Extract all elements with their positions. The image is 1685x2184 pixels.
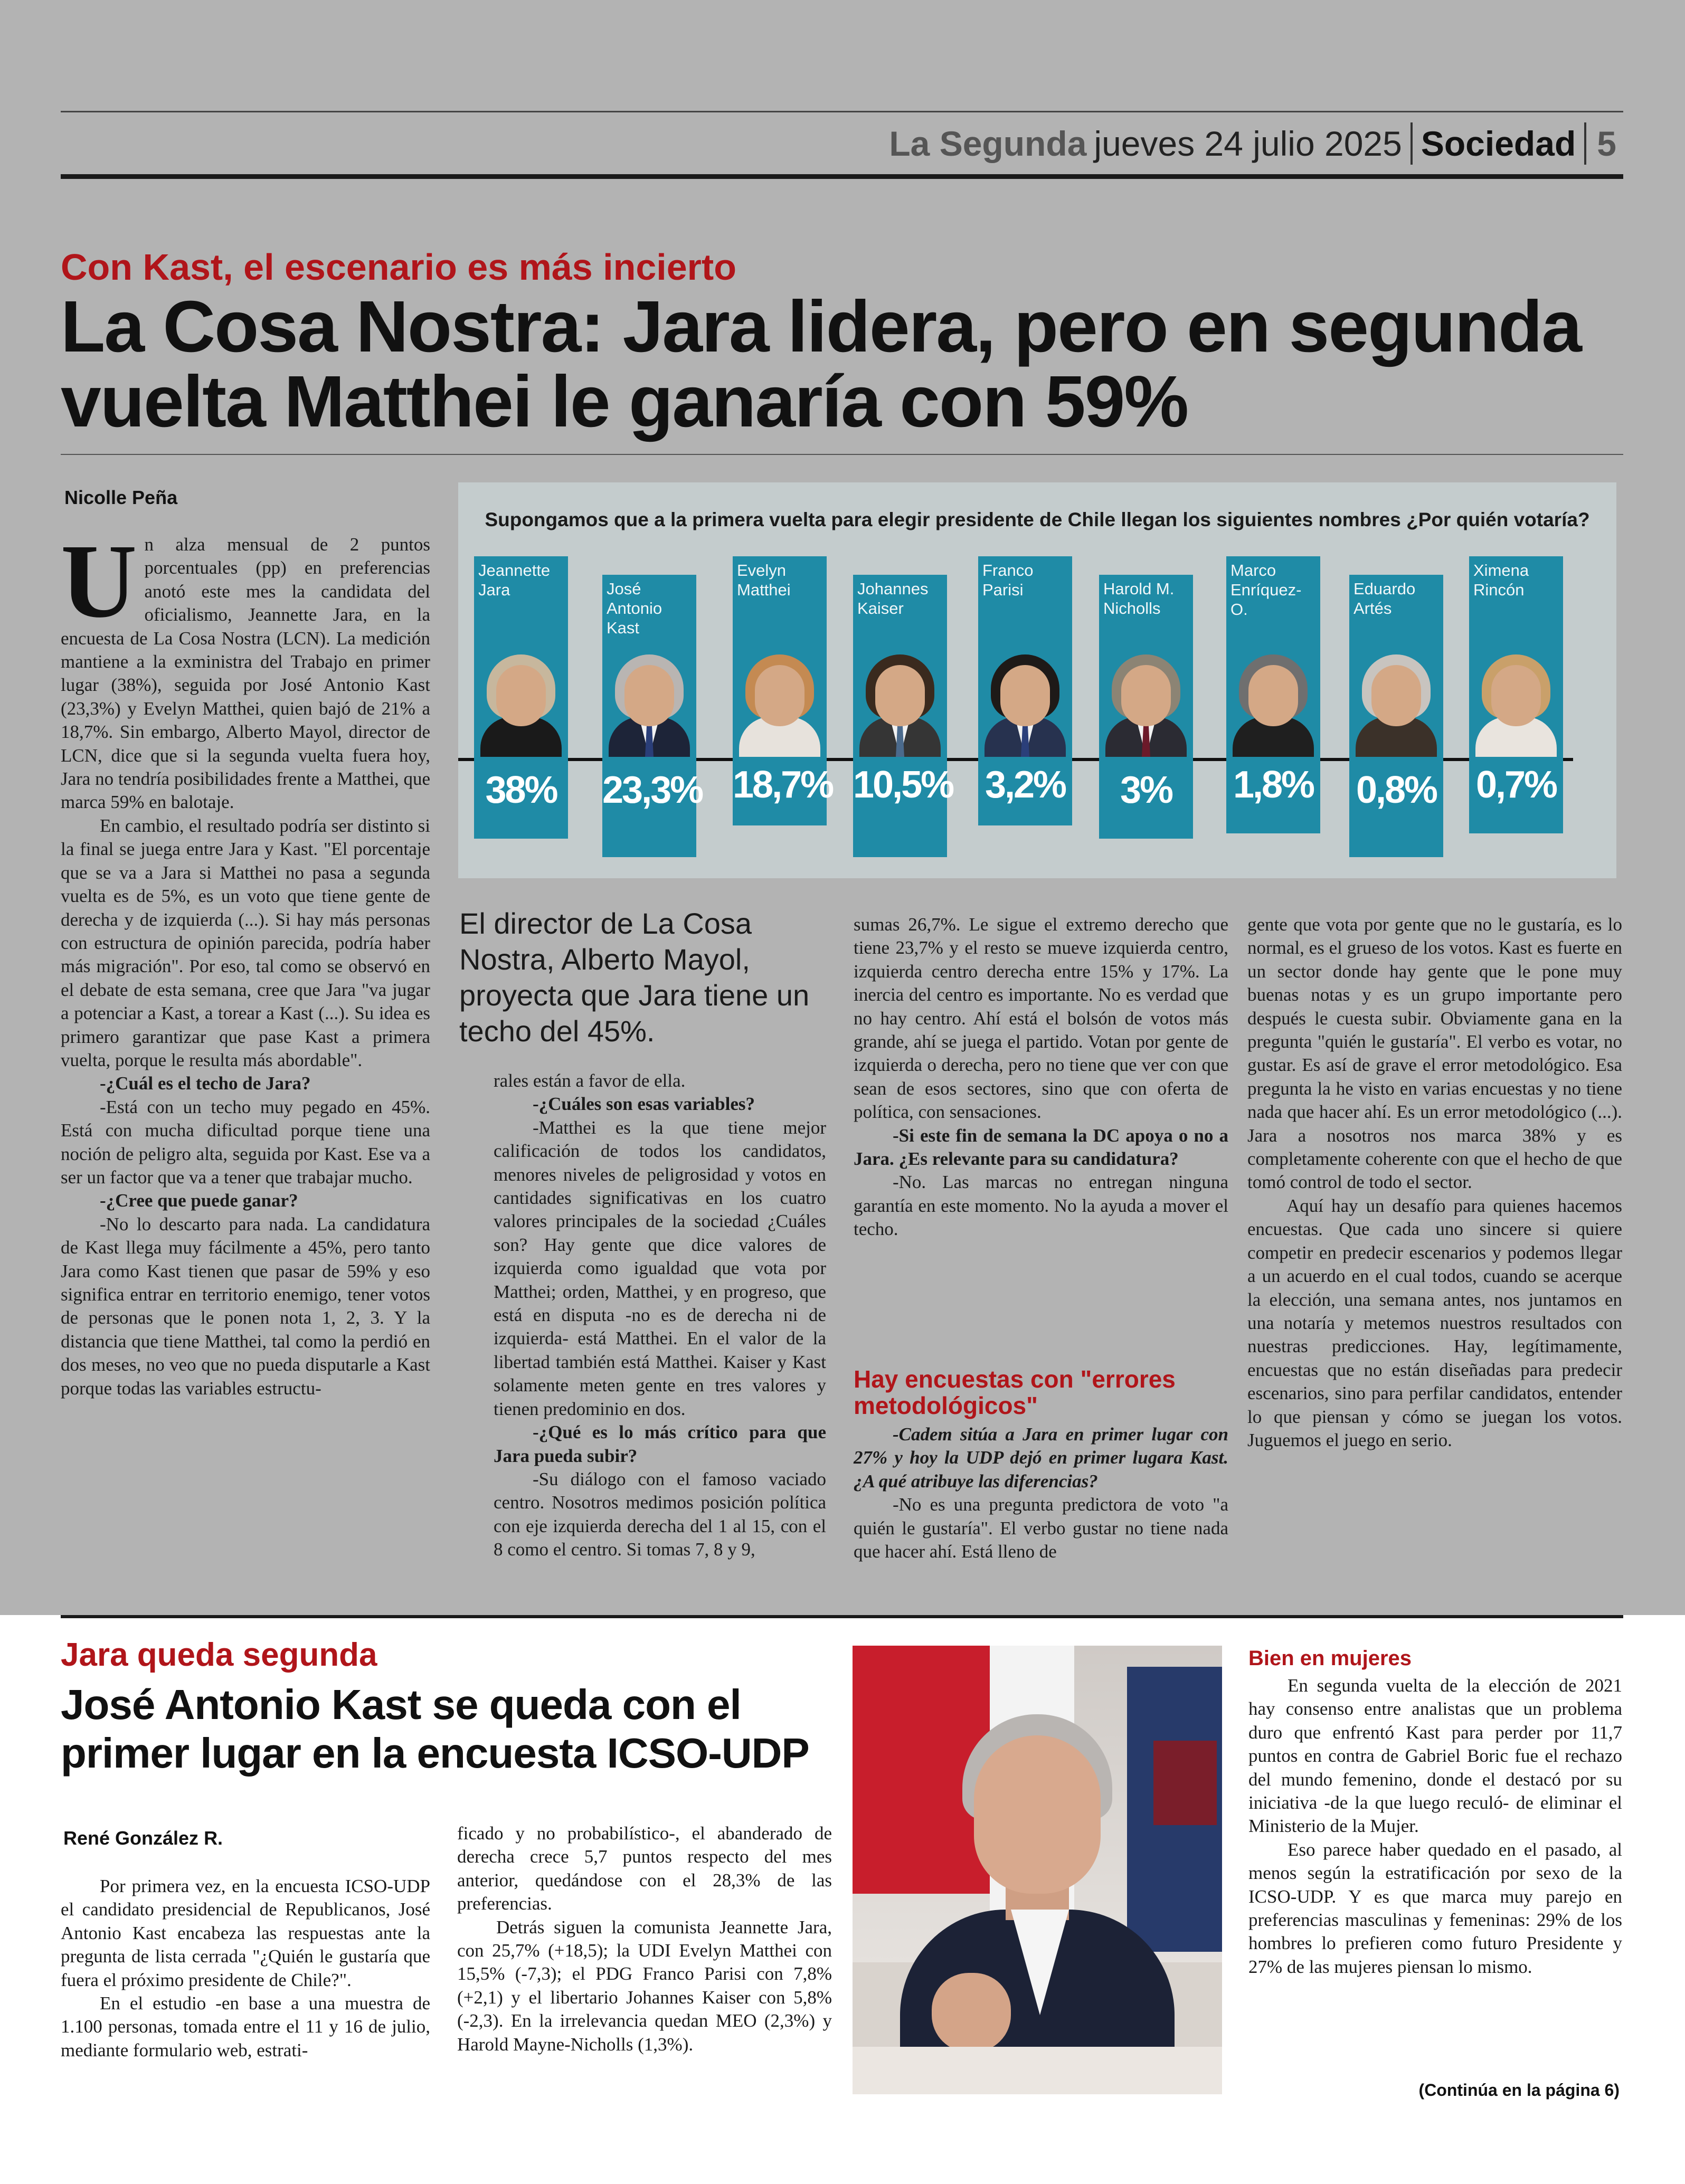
masthead-page-number: 5 xyxy=(1597,124,1616,163)
poll-chart xyxy=(458,482,1616,878)
article-column-3-continued xyxy=(854,1423,1228,1563)
masthead-date: jueves 24 julio 2025 xyxy=(1094,124,1402,163)
pull-quote: El director de La Cosa Nostra, Alberto Mayol, proyecta que Jara tiene un techo del 45%. xyxy=(459,907,810,1048)
candidate-portrait xyxy=(739,654,820,758)
paragraph: En segunda vuelta de la elección de 2021 hay consenso entre analistas que un problema duro que enfrentó Kast para perder por 11,7 puntos en contra de Gabriel Boric fue el rechazo del mundo femenino, donde el destacó por su iniciativa -de la que luego reculó- de eliminar el Ministerio de la Mujer. xyxy=(1248,1675,1622,1837)
paragraph: Eso parece haber quedado en el pasado, al menos según la estratificación por sexo de la ICSO-UDP. Y es que marca muy parejo en preferencias masculinas y femeninas: 29% de los hombres lo prefieren como futuro Presidente y 27% de las mujeres piensan lo mismo. xyxy=(1248,1839,1622,1977)
candidate-name-line: Enríquez-O. xyxy=(1230,581,1302,619)
data-label: 23,3% xyxy=(602,769,703,811)
chart-title: Supongamos que a la primera vuelta para elegir presidente de Chile llegan los siguientes nombres ¿Por quién votaría? xyxy=(485,509,1590,530)
lower-article-rule xyxy=(61,1615,1623,1618)
candidate-portrait xyxy=(480,654,562,758)
candidate-name-line: Harold M. xyxy=(1103,580,1175,598)
masthead-divider xyxy=(1411,122,1413,165)
candidate-portrait xyxy=(1356,654,1437,758)
paragraph: n alza mensual de 2 puntos porcentuales (pp) en preferencias anotó este mes la candidata del oficialismo, Jeannette Jara, en la encuesta de La Cosa Nostra (LCN). La medición mantiene a la exministra del Trabajo en primer lugar (38%), seguida por José Antonio Kast (23,3%) y Evelyn Matthei, quien bajó de 21% a 18,7%. Sin embargo, Alberto Mayol, director de LCN, dice que si la segunda vuelta fuera hoy, Jara no tendría posibilidades frente a Matthei, que marca 59% en balotaje. xyxy=(61,534,430,813)
interview-question: -¿Cuáles son esas variables? xyxy=(533,1094,755,1115)
candidate-name-line: Johannes xyxy=(857,580,929,598)
candidate-name-line: Ximena xyxy=(1473,561,1529,580)
second-article-column-2 xyxy=(457,1822,832,2056)
candidate-portrait xyxy=(985,654,1066,758)
paragraph: En cambio, el resultado podría ser distinto si la final se juega entre Jara y Kast. "El porcentaje que se va a Jara si Matthei no pasa a segunda vuelta es de 5%, es un voto que tiene gente de derecha y de izquierda (...). Si hay más personas con estructura de opinión parecida, podría haber más migración". Por eso, tal como se observó en el debate de esta semana, cree que Jara "va jugar a potenciar a Kast, a torear a Kast (...). Su idea es primero garantizar que pase Kast a primera vuelta, porque le resulta más abordable". xyxy=(61,815,430,1070)
data-label: 0,8% xyxy=(1356,769,1437,811)
candidate-name-line: Jara xyxy=(478,581,510,599)
candidate-name xyxy=(982,561,1069,600)
candidate-name xyxy=(857,579,944,618)
interview-question: -Si este fin de semana la DC apoya o no a Jara. ¿Es relevante para su candidatura? xyxy=(854,1125,1228,1170)
second-article-byline: René González R. xyxy=(63,1827,223,1849)
interview-question: -¿Qué es lo más crítico para que Jara pueda subir? xyxy=(494,1422,826,1466)
masthead-divider xyxy=(1584,122,1586,165)
paragraph: ficado y no probabilístico-, el abanderado de derecha crece 5,7 puntos respecto del mes anterior, quedándose con el 28,3% de las preferencias. xyxy=(457,1823,832,1914)
article-column-2 xyxy=(494,1069,826,1562)
candidate-name-line: José Antonio xyxy=(607,580,662,618)
candidate-name-line: Matthei xyxy=(737,581,791,599)
candidate-name-line: Marco xyxy=(1230,561,1276,580)
article-column-1 xyxy=(61,523,430,1400)
candidate-portrait xyxy=(1233,654,1314,758)
data-label: 3,2% xyxy=(985,764,1066,806)
interview-answer: -Matthei es la que tiene mejor calificación de todos los candidatos, menores niveles de peligrosidad y votos en cantidades significativas en los cuatro valores principales de la sociedad ¿Cuáles son? Hay gente que dice valores de izquierda como igualdad que vota por Matthei; orden, Matthei, y en progreso, que está en disputa -no es de derecha ni de izquierda- está Matthei. En el valor de la libertad también está Matthei. Kaiser y Kast solamente meten gente en tres valores y tienen predominio en dos. xyxy=(494,1117,826,1419)
candidate-name-line: Parisi xyxy=(982,581,1024,599)
headline-rule xyxy=(61,454,1623,455)
data-label: 38% xyxy=(485,769,557,811)
masthead-paper-name: La Segunda xyxy=(889,124,1087,163)
second-article-headline: José Antonio Kast se queda con el primer lugar en la encuesta ICSO-UDP xyxy=(61,1681,809,1777)
candidate-name xyxy=(478,561,565,600)
paragraph: Aquí hay un desafío para quienes hacemos encuestas. Que cada uno sincere si quiere competir en predecir escenarios y podemos llegar a un acuerdo en el cual todos, cuando se acerque la elección, una semana antes, nos juntamos en una notaría y metemos nuestros resultados con nuestras predicciones. Hay, legítimamente, encuestas que no están diseñadas para predecir escenarios, sino para perfilar candidatos, entender lo que piensan y cómo se juegan los votos. Juguemos el juego en serio. xyxy=(1247,1195,1622,1450)
candidate-name xyxy=(737,561,824,600)
article-kicker: Con Kast, el escenario es más incierto xyxy=(61,246,736,288)
candidate-name-line: Rincón xyxy=(1473,581,1525,599)
candidate-portrait xyxy=(1475,654,1557,758)
paragraph: sumas 26,7%. Le sigue el extremo derecho que tiene 23,7% y el resto se mueve izquierda centro, izquierda centro derecha entre 15% y 17%. La inercia del centro es importante. No es verdad que no hay centro. Ahí está el bolsón de votos más grande, ahí se juega el partido. Votan por gente de izquierda o derecha, pero no tiene que ver con que sean de esos sectores, sino que con oferta de política, con sensaciones. xyxy=(854,914,1228,1123)
article-headline: La Cosa Nostra: Jara lidera, pero en segunda vuelta Matthei le ganaría con 59% xyxy=(61,286,1581,442)
candidate-portrait xyxy=(609,654,690,758)
paragraph: gente que vota por gente que no le gustaría, es lo normal, es el grueso de los votos. Kast es fuerte en un sector donde hay gente que le pone muy buenas notas y es un grupo importante pero después le cuesta subir. Obviamente gana en la pregunta "quién le gustaría". El verbo es votar, no gustar. Es así de grave el error metodológico. Esa pregunta la he visto en varias encuestas y no tiene nada que hacer ahí. Es un error metodológico (...). Jara a nosotros nos marca 38% y es completamente coherente con que el hecho de que tomó control de todo el sector. xyxy=(1247,914,1622,1193)
header-top-rule xyxy=(61,111,1623,112)
continues-note: (Continúa en la página 6) xyxy=(1418,2081,1620,2100)
article-column-3 xyxy=(854,913,1228,1241)
article-column-4 xyxy=(1247,913,1622,1452)
candidate-name-line: Nicholls xyxy=(1103,599,1161,618)
article-subhead: Hay encuestas con "errores metodológicos" xyxy=(854,1365,1176,1419)
data-label: 18,7% xyxy=(733,764,833,806)
interview-question: -Cadem sitúa a Jara en primer lugar con 27% y hoy la UDP dejó en primer lugara Kast. ¿A qué atribuye las diferencias? xyxy=(854,1424,1228,1492)
candidate-name xyxy=(1103,579,1190,618)
interview-answer: -No lo descarto para nada. La candidatura de Kast llega muy fácilmente a 45%, pero tanto Jara como Kast tienen que pasar de 59% y eso significa entrar en territorio enemigo, tener votos de personas que le ponen nota 1, 2, 3. Y la distancia que tiene Matthei, tal como la perdió en dos meses, no veo que no pueda disputarle a Kast porque todas las variables estructu- xyxy=(61,1213,430,1399)
candidate-name-line: Franco xyxy=(982,561,1034,580)
interview-question: -¿Cuál es el techo de Jara? xyxy=(100,1073,311,1094)
candidate-name-line: Kaiser xyxy=(857,599,904,618)
data-label: 0,7% xyxy=(1475,764,1557,806)
interview-answer: -Está con un techo muy pegado en 45%. Está con mucha dificultad porque tiene una noción de peligro alta, seguida por Kast. Ese va a ser un factor que va a tener que trabajar mucho. xyxy=(61,1096,430,1188)
candidate-name xyxy=(1353,579,1441,618)
candidate-portrait xyxy=(859,654,941,758)
data-label: 10,5% xyxy=(853,764,953,806)
interview-answer: -No es una pregunta predictora de voto "a quién le gustaría". El verbo gustar no tiene nada que hacer ahí. Está lleno de xyxy=(854,1494,1228,1562)
paragraph: Por primera vez, en la encuesta ICSO-UDP el candidato presidencial de Republicanos, José Antonio Kast encabeza las respuestas ante la pregunta de lista cerrada "¿Quién le gustaría que fuera el próximo presidente de Chile?". xyxy=(61,1876,430,1990)
paragraph: rales están a favor de ella. xyxy=(494,1070,686,1091)
interview-question: -¿Cree que puede ganar? xyxy=(100,1190,298,1211)
masthead-section: Sociedad xyxy=(1421,124,1576,163)
masthead xyxy=(889,117,1616,170)
candidate-portrait xyxy=(1105,654,1187,758)
second-article-column-3 xyxy=(1248,1674,1622,1979)
candidate-name xyxy=(607,579,694,638)
interview-answer: -Su diálogo con el famoso vaciado centro. Nosotros medimos posición política con eje izquierda derecha del 1 al 15, con el 8 como el centro. Si tomas 7, 8 y 9, xyxy=(494,1468,826,1560)
candidate-name xyxy=(1473,561,1560,600)
candidate-name-line: Kast xyxy=(607,619,640,637)
candidate-name-line: Artés xyxy=(1353,599,1392,618)
second-article-kicker: Jara queda segunda xyxy=(61,1637,377,1673)
candidate-name xyxy=(1230,561,1318,619)
paragraph: En el estudio -en base a una muestra de 1.100 personas, tomada entre el 11 y 16 de julio, mediante formulario web, estrati- xyxy=(61,1993,430,2060)
data-label: 3% xyxy=(1120,769,1172,811)
candidate-name-line: Eduardo xyxy=(1353,580,1416,598)
article-byline: Nicolle Peña xyxy=(64,487,178,508)
interview-answer: -No. Las marcas no entregan ninguna garantía en este momento. No la ayuda a mover el techo. xyxy=(854,1172,1228,1240)
candidate-name-line: Evelyn xyxy=(737,561,787,580)
drop-cap: U xyxy=(61,523,137,640)
second-article-column-1 xyxy=(61,1875,430,2062)
sidebar-head: Bien en mujeres xyxy=(1248,1647,1412,1670)
kast-photo xyxy=(853,1646,1222,2094)
paragraph: Detrás siguen la comunista Jeannette Jara, con 25,7% (+18,5); la UDI Evelyn Matthei con 15,5% (-7,3); el PDG Franco Parisi con 7,8% (+2,1) y el libertario Johannes Kaiser con 5,8% (-2,3). En la irrelevancia quedan MEO (2,3%) y Harold Mayne-Nicholls (1,3%). xyxy=(457,1916,832,2055)
candidate-name-line: Jeannette xyxy=(478,561,551,580)
data-label: 1,8% xyxy=(1233,764,1314,806)
header-bottom-rule xyxy=(61,174,1623,179)
